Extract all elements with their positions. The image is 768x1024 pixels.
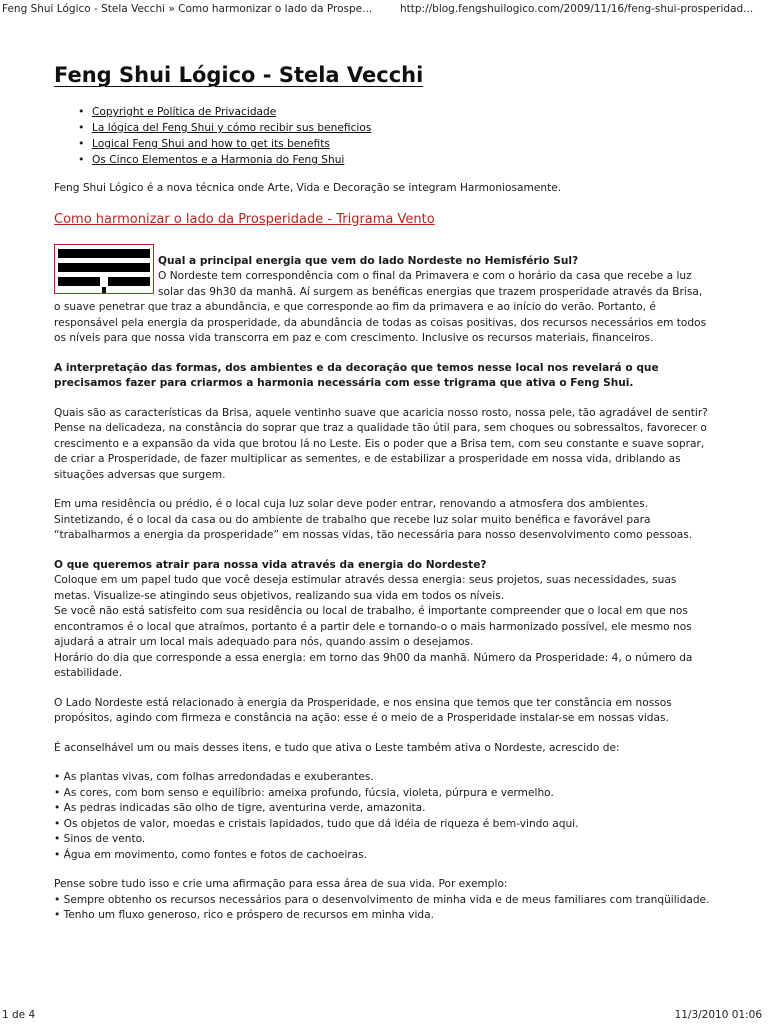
paragraph-prosperity-energy: o suave penetrar que traz a abundância, e que corresponde ao fim da primavera e ao início do verão. Portanto, é responsável pela energia da prosperidade, da abundância de todas as coisas positivas, dos recursos necessários em todos os níveis para que nossa vida transcorra em paz e com crescimento. Inclusive os recursos materiais, financeiros. xyxy=(54,301,707,344)
blog-title[interactable]: Feng Shui Lógico - Stela Vecchi xyxy=(54,63,424,87)
list-item: • Os objetos de valor, moedas e cristais lapidados, tudo que dá idéia de riqueza é bem-vindo aqui. xyxy=(54,817,579,830)
list-item: • As plantas vivas, com folhas arredondadas e exuberantes. xyxy=(54,771,374,783)
nav-item xyxy=(92,152,714,168)
list-item: • Sempre obtenho os recursos necessários para o desenvolvimento de minha vida e de meus familiares com tranqüilidade. xyxy=(54,893,710,906)
nav-link-copyright[interactable]: Copyright e Política de Privacidade xyxy=(92,106,277,118)
print-url[interactable]: http://blog.fengshuilogico.com/2009/11/16/feng-shui-prosperidad... xyxy=(400,3,754,15)
question-attract: O que queremos atrair para nossa vida através da energia do Nordeste? xyxy=(54,558,487,571)
list-item: • As pedras indicadas são olho de tigre, aventurina verde, amazonita. xyxy=(54,802,426,814)
page-content xyxy=(54,60,714,924)
list-item: • As cores, com bom senso e equilíbrio: ameixa profundo, fúcsia, violeta, púrpura e vermelho. xyxy=(54,786,554,799)
list-item: • Tenho um fluxo generoso, rico e próspero de recursos em minha vida. xyxy=(54,909,434,921)
nav-link-five-elements[interactable]: Os Cinco Elementos e a Harmonia do Feng Shui xyxy=(92,154,345,166)
list-item: • Sinos de vento. xyxy=(54,833,146,845)
nav-item xyxy=(92,104,714,120)
paragraph-affirmation-intro: Pense sobre tudo isso e crie uma afirmação para essa área de sua vida. Por exemplo: xyxy=(54,878,508,890)
blog-nav xyxy=(54,104,714,168)
blog-tagline: Feng Shui Lógico é a nova técnica onde Arte, Vida e Decoração se integram Harmoniosamente. xyxy=(54,182,562,194)
post-title-link[interactable]: Como harmonizar o lado da Prosperidade - Trigrama Vento xyxy=(54,211,435,227)
list-item: • Água em movimento, como fontes e fotos de cachoeiras. xyxy=(54,848,368,861)
paragraph-breeze-power: Pense na delicadeza, na constância do soprar que traz a qualidade tão útil para, sem choques ou sobressaltos, favorecer o crescimento e a expansão da vida que brotou lá no Leste. Eis o poder que a Brisa tem, com seu constante e suave soprar, de criar a Prosperidade, de fazer multiplicar as sementes, e de estabilizar a prosperidade em nossa vida, driblando as situações adversas que surgem. xyxy=(54,422,707,481)
paragraph-advice: É aconselhável um ou mais desses itens, e tudo que ativa o Leste também ativa o Nordeste, acrescido de: xyxy=(54,741,620,754)
nav-link-spanish[interactable]: La lógica del Feng Shui y cómo recibir sus beneficios xyxy=(92,122,372,134)
paragraph-constancy: O Lado Nordeste está relacionado à energia da Prosperidade, e nos ensina que temos que ter constância em nossos propósitos, agindo com firmeza e constância na ação: esse é o meio de a Prosperidade instalar-se em nossas vidas. xyxy=(54,696,672,724)
question-northeast: Qual a principal energia que vem do lado Nordeste no Hemisfério Sul? xyxy=(158,254,579,267)
paragraph-time-number: Horário do dia que corresponde a essa energia: em torno das 9h00 da manhã. Número da Prosperidade: 4, o número da estabilidade. xyxy=(54,651,693,679)
print-header xyxy=(0,0,768,18)
wind-trigram-icon xyxy=(54,244,154,294)
nav-item xyxy=(92,136,714,152)
post-title xyxy=(54,210,714,230)
print-page-title: Feng Shui Lógico - Stela Vecchi » Como harmonizar o lado da Prospe... xyxy=(2,3,373,15)
paragraph-residence: Em uma residência ou prédio, é o local cuja luz solar deve poder entrar, renovando a atmosfera dos ambientes. xyxy=(54,498,649,510)
post-intro xyxy=(54,244,714,301)
paragraph-satisfaction: Se você não está satisfeito com sua residência ou local de trabalho, é importante compreender que o local em que nos encontramos é o local que atraímos, portanto é a partir dele e tornando-o o mais harmonizado possível, ele mesmo nos ajudará a atrair um local mais adequado para nós, quando assim o desejamos. xyxy=(54,605,692,648)
paragraph-visualize: Coloque em um papel tudo que você deseja estimular através dessa energia: seus projetos, suas necessidades, suas metas. Visualize-se atingindo seus objetivos, realizando sua vida em todos os níveis. xyxy=(54,574,677,602)
paragraph-interpretation: A interpretação das formas, dos ambientes e da decoração que temos nesse local nos revelará o que precisamos fazer para criarmos a harmonia necessária com esse trigrama que ativa o Feng Shui. xyxy=(54,361,659,389)
print-footer xyxy=(0,1006,768,1024)
page-number: 1 de 4 xyxy=(2,1009,36,1021)
paragraph-breeze-question: Quais são as características da Brisa, aquele ventinho suave que acaricia nosso rosto, nossa pele, tão agradável de sentir? xyxy=(54,406,708,419)
items-list xyxy=(54,770,714,863)
paragraph-northeast-intro: O Nordeste tem correspondência com o final da Primavera e com o horário da casa que recebe a luz solar das 9h30 da manhã. Aí surgem as benéficas energias que trazem prosperidade através da Brisa, xyxy=(158,270,703,298)
nav-link-english[interactable]: Logical Feng Shui and how to get its benefits xyxy=(92,138,330,150)
nav-item xyxy=(92,120,714,136)
paragraph-synthesis: Sintetizando, é o local da casa ou do ambiente de trabalho que recebe luz solar muito benéfica e favorável para “trabalharmos a energia da prosperidade” em nossas vidas, tão necessária para nosso desenvolvimento como pessoas. xyxy=(54,513,693,541)
print-date: 11/3/2010 01:06 xyxy=(674,1009,762,1021)
